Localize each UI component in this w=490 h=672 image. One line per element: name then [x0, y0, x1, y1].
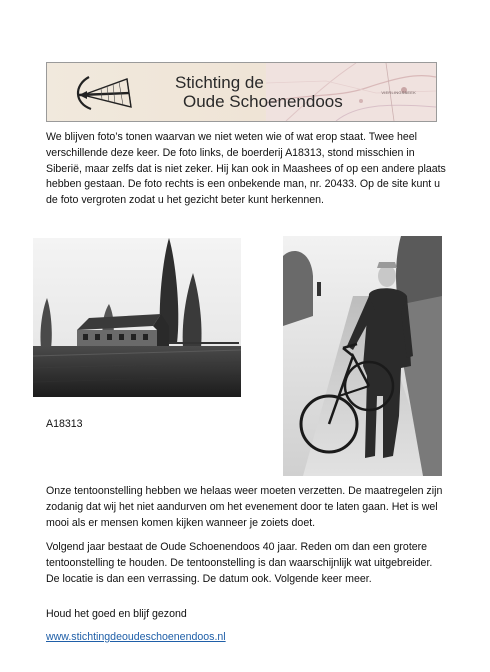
farm-photo [33, 238, 241, 397]
exhibition-paragraph: Onze tentoonstelling hebben we helaas weer moeten verzetten. De maatregelen zijn zodanig dat wij het niet aandurven om het evenement door te laten gaan. Het is wel mooi als er mensen komen kijken wanneer je zoiets doet. [46, 485, 443, 529]
intro-paragraph: We blijven foto’s tonen waarvan we niet weten wie of wat erop staat. Twee heel verschillende deze keer. De foto links, de boerderij A18313, stond misschien in Siberië, maar zelfs dat is niet zeker. Hij kan ook in Maashees of op een andere plaats hebben gestaan. De foto rechts is een onbekende man, nr. 20433. Op de site kunt u de foto vergroten zodat u het gezicht beter kunt herkennen. [46, 131, 446, 207]
closing-line: Houd het goed en blijf gezond [46, 608, 187, 620]
man-with-bicycle-photo [283, 236, 442, 476]
banner-title [175, 73, 343, 111]
anniversary-paragraph: Volgend jaar bestaat de Oude Schoenendoos 40 jaar. Reden om dan een grotere tentoonstelling te houden. De tentoonstelling is dan waarschijnlijk wat uitgebreider. De locatie is dan een verrassing. De datum ook. Volgende keer meer. [46, 541, 433, 585]
banner-title-line2: Oude Schoenendoos [183, 92, 343, 111]
farm-photo-caption: A18313 [46, 418, 83, 430]
banner-title-line1: Stichting de [175, 73, 264, 92]
shoe-box-logo-icon [69, 67, 179, 117]
header-banner [46, 62, 437, 122]
map-place-label: VIERLINGSBEEK [381, 90, 416, 95]
website-link[interactable]: www.stichtingdeoudeschoenendoos.nl [46, 631, 226, 643]
